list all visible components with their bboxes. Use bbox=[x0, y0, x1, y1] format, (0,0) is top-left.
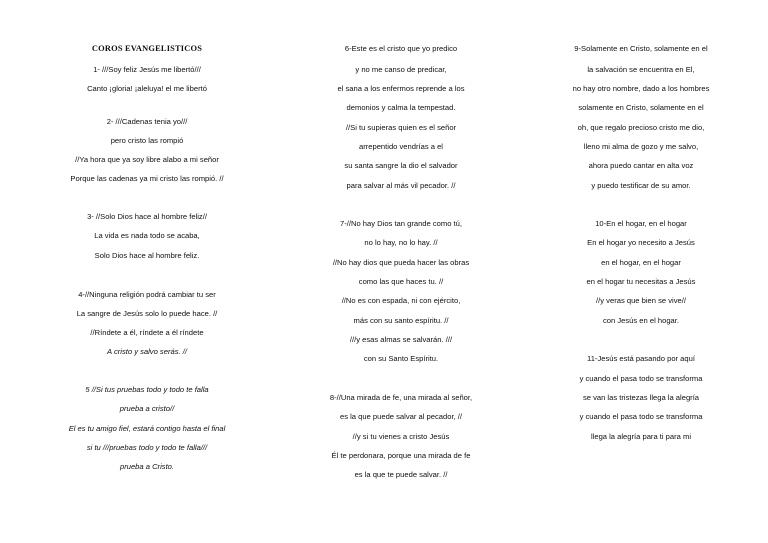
song-line: La vida es nada todo se acaba, bbox=[94, 231, 200, 240]
song-line: con Jesús en el hogar. bbox=[603, 316, 679, 325]
song-line: en el hogar tu necesitas a Jesús bbox=[586, 277, 696, 286]
song-line: no hay otro nombre, dado a los hombres bbox=[572, 84, 710, 93]
song-line: con su Santo Espíritu. bbox=[363, 354, 439, 363]
song-line: 9-Solamente en Cristo, solamente en el bbox=[574, 44, 708, 53]
song-line: //No es con espada, ni con ejército, bbox=[341, 296, 461, 305]
song-line: //No hay dios que pueda hacer las obras bbox=[332, 258, 470, 267]
song-line: 10-En el hogar, en el hogar bbox=[595, 219, 687, 228]
song-line: para salvar al más vil pecador. // bbox=[346, 181, 456, 190]
song-line: prueba a cristo// bbox=[119, 404, 175, 413]
song-line: más con su santo espíritu. // bbox=[353, 316, 449, 325]
song-line: 5 //Si tus pruebas todo y todo te falla bbox=[85, 385, 209, 394]
song-line: en el hogar, en el hogar bbox=[601, 258, 681, 267]
song-line: 3- //Solo Dios hace al hombre feliz// bbox=[87, 212, 207, 221]
song-line: si tu ///pruebas todo y todo te falla/// bbox=[86, 443, 208, 452]
document-title: COROS EVANGELISTICOS bbox=[91, 44, 203, 53]
song-line: solamente en Cristo, solamente en el bbox=[578, 103, 704, 112]
song-line: lleno mi alma de gozo y me salvo, bbox=[583, 142, 699, 151]
song-line: 1- ///Soy feliz Jesús me libertó/// bbox=[93, 65, 201, 74]
song-line: prueba a Cristo. bbox=[119, 462, 175, 471]
song-line: oh, que regalo precioso cristo me dio, bbox=[577, 123, 705, 132]
song-line: llega la alegría para ti para mi bbox=[590, 432, 692, 441]
song-line: 6-Este es el cristo que yo predico bbox=[344, 44, 458, 53]
song-line: y cuando el pasa todo se transforma bbox=[579, 374, 703, 383]
song-line: 2- ///Cadenas tenia yo/// bbox=[106, 117, 188, 126]
song-line: La sangre de Jesús solo lo puede hace. // bbox=[76, 309, 218, 318]
song-line: el sana a los enfermos reprende a los bbox=[337, 84, 465, 93]
song-line: no lo hay, no lo hay. // bbox=[364, 238, 438, 247]
song-line: como las que haces tu. // bbox=[358, 277, 444, 286]
song-line: 4-//Ninguna religión podrá cambiar tu ser bbox=[78, 290, 216, 299]
song-line: 8-//Una mirada de fe, una mirada al señor, bbox=[329, 393, 473, 402]
song-line: arrepentido vendrías a el bbox=[358, 142, 443, 151]
song-line: //Ríndete a él, ríndete a él ríndete bbox=[90, 328, 204, 337]
song-line: su santa sangre la dio el salvador bbox=[344, 161, 458, 170]
song-line: Solo Dios hace al hombre feliz. bbox=[94, 251, 200, 260]
song-line: //y si tu vienes a cristo Jesús bbox=[352, 432, 450, 441]
song-line: se van las tristezas llega la alegría bbox=[582, 393, 700, 402]
song-line: y puedo testificar de su amor. bbox=[591, 181, 691, 190]
song-line: En el hogar yo necesito a Jesús bbox=[587, 238, 695, 247]
song-line: //Si tu supieras quien es el señor bbox=[345, 123, 457, 132]
song-line: y no me canso de predicar, bbox=[355, 65, 447, 74]
song-line: 7-//No hay Dios tan grande como tú, bbox=[340, 219, 462, 228]
song-line: //Ya hora que ya soy libre alabo a mi señor bbox=[75, 155, 219, 164]
song-line: Porque las cadenas ya mi cristo las rompió. // bbox=[70, 174, 224, 183]
song-line: Él te perdonara, porque una mirada de fe bbox=[331, 451, 471, 460]
song-line: Canto ¡gloria! ¡aleluya! el me libertó bbox=[87, 84, 207, 93]
song-line: y cuando el pasa todo se transforma bbox=[579, 412, 703, 421]
song-line: pero cristo las rompió bbox=[110, 136, 184, 145]
song-line: ahora puedo cantar en alta voz bbox=[588, 161, 694, 170]
song-line: A cristo y salvo serás. // bbox=[107, 347, 187, 356]
song-line: 11-Jesús está pasando por aquí bbox=[587, 354, 695, 363]
song-line: la salvación se encuentra en El, bbox=[587, 65, 695, 74]
song-line: ///y esas almas se salvarán. /// bbox=[349, 335, 453, 344]
song-line: El es tu amigo fiel, estará contigo hasta el final bbox=[68, 424, 226, 433]
song-line: es la que puede salvar al pecador, // bbox=[339, 412, 462, 421]
song-line: //y veras que bien se vive// bbox=[596, 296, 686, 305]
song-line: es la que te puede salvar. // bbox=[354, 470, 448, 479]
song-line: demonios y calma la tempestad. bbox=[346, 103, 456, 112]
